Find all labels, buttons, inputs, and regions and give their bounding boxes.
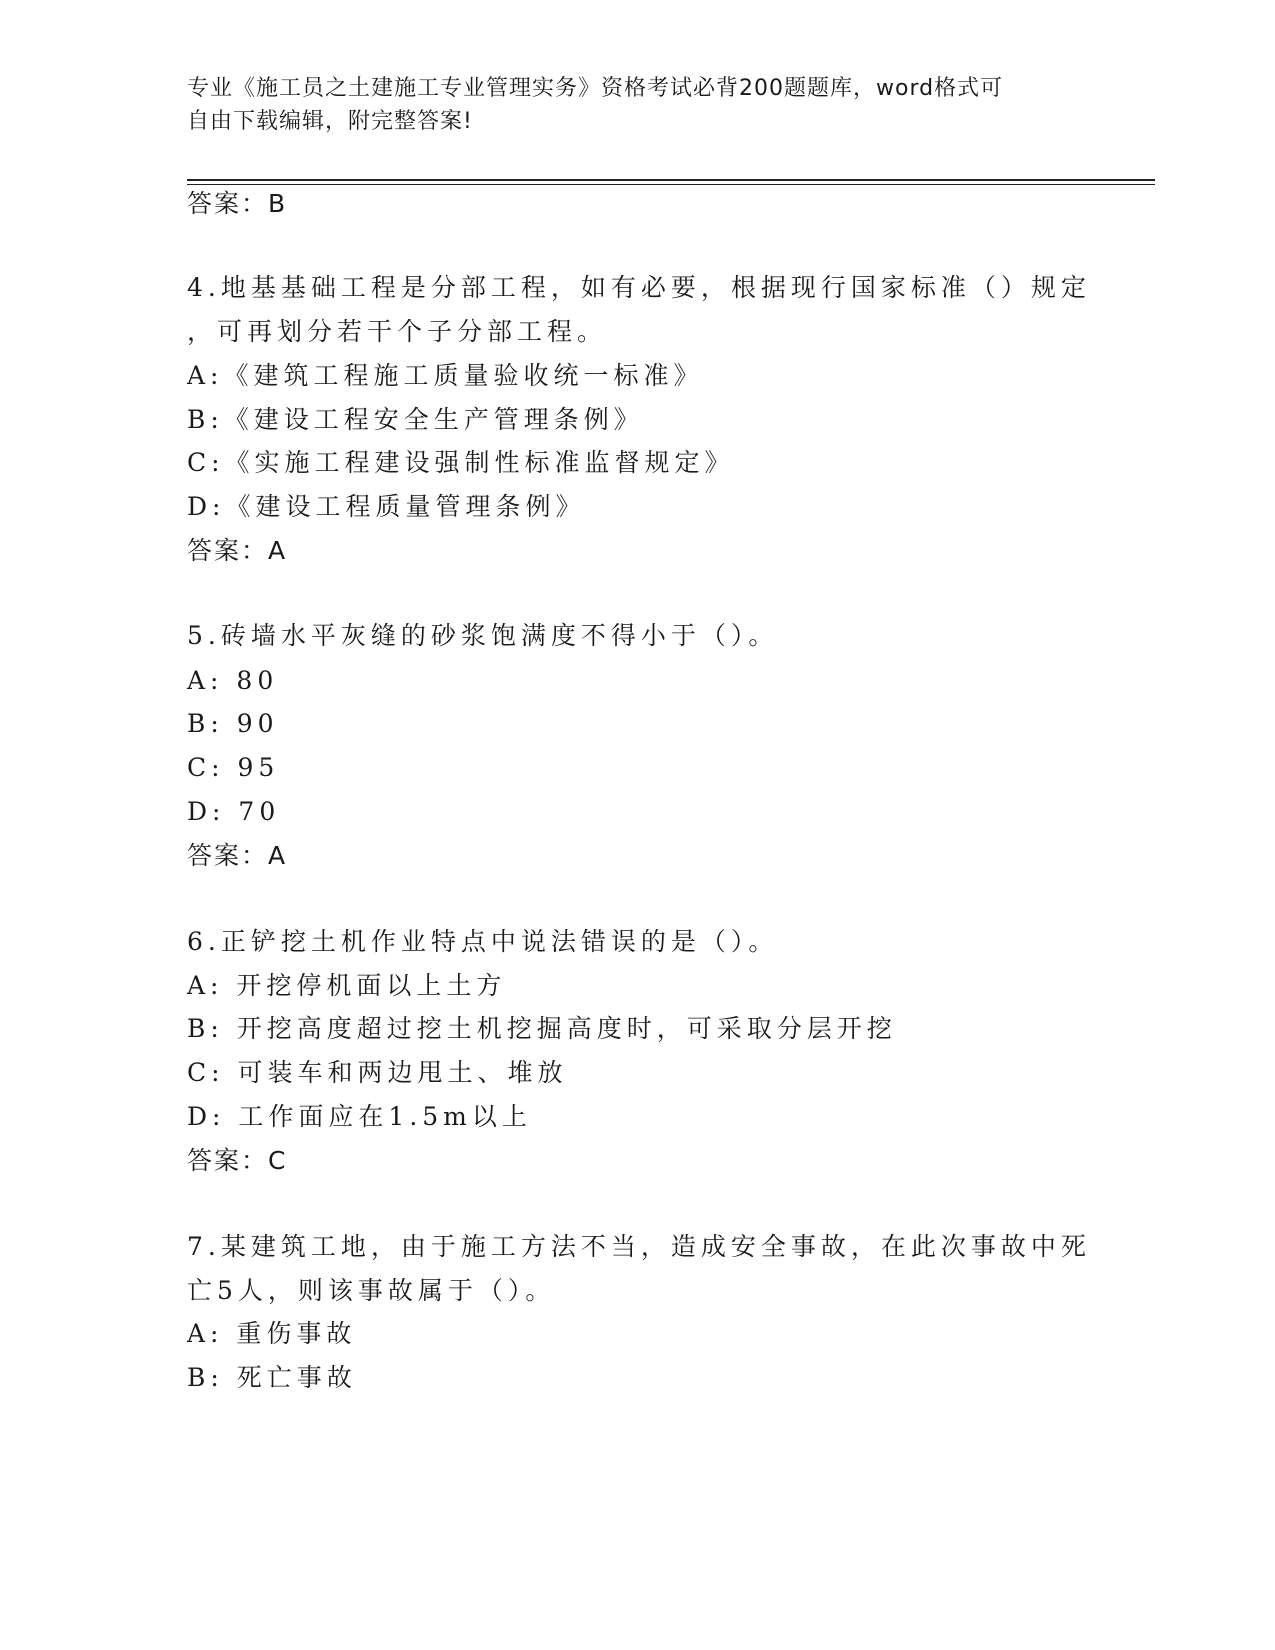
question-7-option-b: B: 死亡事故 <box>187 1363 357 1392</box>
header-rule-thin <box>187 184 1155 185</box>
question-5-option-b: B: 90 <box>187 709 279 738</box>
question-5-option-c: C: 95 <box>187 753 280 782</box>
question-7-option-a: A: 重伤事故 <box>187 1319 357 1348</box>
question-4-option-a: A:《建筑工程施工质量验收统一标准》 <box>187 361 704 390</box>
question-6-option-d: D: 工作面应在1.5m以上 <box>187 1102 532 1131</box>
question-4-stem-line-2: ，可再划分若干个子分部工程。 <box>187 317 608 346</box>
header-line-2: 自由下载编辑，附完整答案! <box>187 109 473 134</box>
question-4-answer: 答案：A <box>187 536 288 565</box>
question-4-option-b: B:《建设工程安全生产管理条例》 <box>187 405 644 434</box>
question-5-answer: 答案：A <box>187 841 288 870</box>
question-5-stem-line-1: 5.砖墙水平灰缝的砂浆饱满度不得小于（）。 <box>187 621 779 650</box>
answer-previous: 答案：B <box>187 189 288 218</box>
question-6-option-a: A: 开挖停机面以上土方 <box>187 971 507 1000</box>
question-6-stem-line-1: 6.正铲挖土机作业特点中说法错误的是（）。 <box>187 927 779 956</box>
header-line-1: 专业《施工员之土建施工专业管理实务》资格考试必背200题题库，word格式可 <box>187 76 1004 101</box>
question-6-option-b: B: 开挖高度超过挖土机挖掘高度时，可采取分层开挖 <box>187 1014 897 1043</box>
header-rule-thick <box>187 179 1155 181</box>
question-4-option-d: D:《建设工程质量管理条例》 <box>187 492 586 521</box>
document-header <box>187 72 1067 138</box>
question-7-stem-line-2: 亡5人，则该事故属于（）。 <box>187 1276 556 1305</box>
question-5-option-a: A: 80 <box>187 666 279 695</box>
question-7-stem-line-1: 7.某建筑工地，由于施工方法不当，造成安全事故，在此次事故中死 <box>187 1232 1091 1261</box>
question-4-option-c: C:《实施工程建设强制性标准监督规定》 <box>187 448 735 477</box>
question-6-answer: 答案：C <box>187 1146 288 1175</box>
question-4-stem-line-1: 4.地基基础工程是分部工程，如有必要，根据现行国家标准（）规定 <box>187 273 1091 302</box>
question-5-option-d: D: 70 <box>187 797 281 826</box>
question-6-option-c: C: 可装车和两边甩土、堆放 <box>187 1058 568 1087</box>
